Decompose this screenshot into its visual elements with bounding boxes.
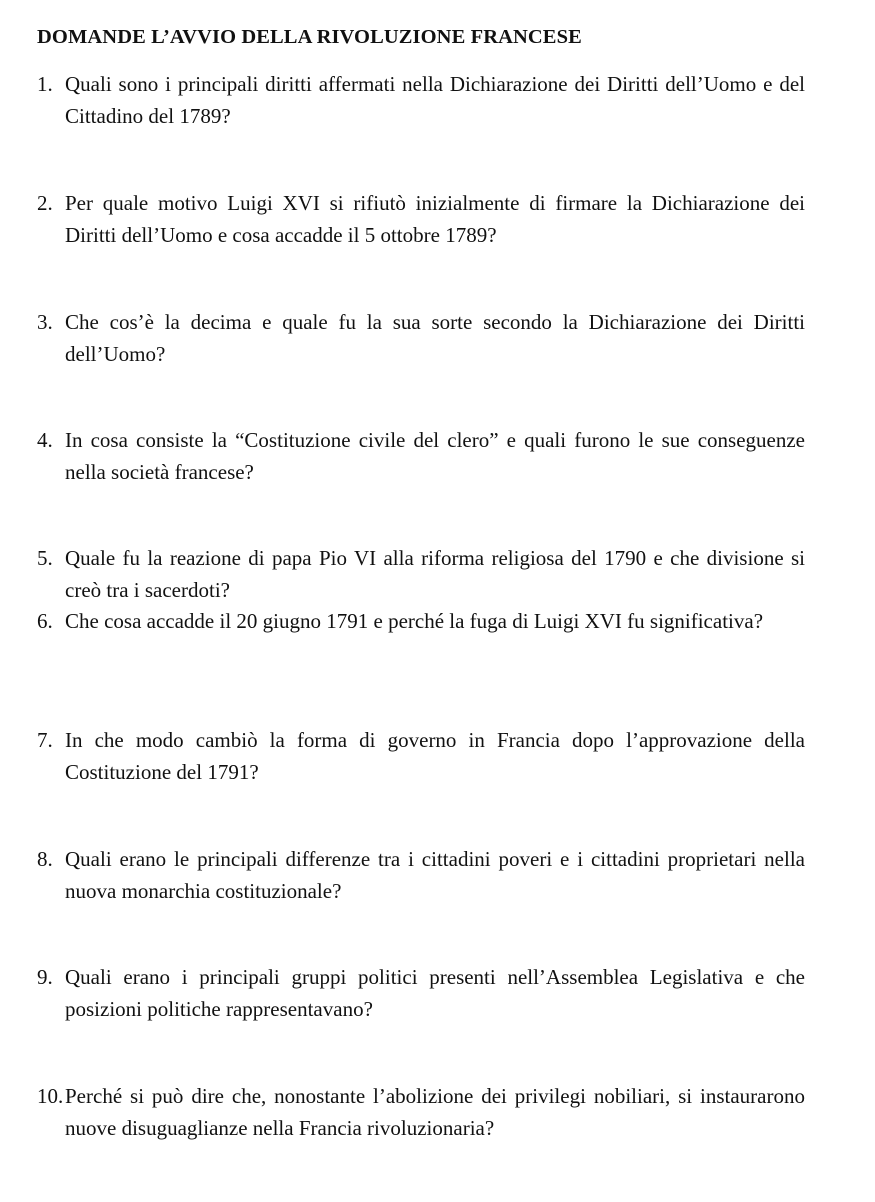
- document-title: DOMANDE L’AVVIO DELLA RIVOLUZIONE FRANCESE: [37, 26, 582, 48]
- question-item: [37, 843, 805, 907]
- question-item: [37, 187, 805, 251]
- question-item: [37, 724, 805, 788]
- question-item: [37, 605, 805, 637]
- question-number: 3.: [37, 310, 53, 334]
- question-text: Quali erano i principali gruppi politici presenti nell’Assemblea Legislativa e che posizioni politiche rappresentavano?: [65, 965, 805, 1021]
- question-item: [37, 424, 805, 488]
- question-number: 8.: [37, 847, 53, 871]
- question-text: Quali erano le principali differenze tra i cittadini poveri e i cittadini proprietari nella nuova monarchia costituzionale?: [65, 847, 805, 903]
- question-item: [37, 542, 805, 606]
- question-item: [37, 306, 805, 370]
- question-number: 6.: [37, 609, 53, 633]
- question-text: Perché si può dire che, nonostante l’abolizione dei privilegi nobiliari, si instaurarono nuove disuguaglianze nella Francia rivoluzionaria?: [65, 1084, 805, 1140]
- question-text: Per quale motivo Luigi XVI si rifiutò inizialmente di firmare la Dichiarazione dei Diritti dell’Uomo e cosa accadde il 5 ottobre 1789?: [65, 191, 805, 247]
- question-number: 9.: [37, 965, 53, 989]
- question-text: Quale fu la reazione di papa Pio VI alla riforma religiosa del 1790 e che divisione si creò tra i sacerdoti?: [65, 546, 805, 602]
- question-text: In cosa consiste la “Costituzione civile del clero” e quali furono le sue conseguenze nella società francese?: [65, 428, 805, 484]
- question-text: Che cos’è la decima e quale fu la sua sorte secondo la Dichiarazione dei Diritti dell’Uomo?: [65, 310, 805, 366]
- question-number: 2.: [37, 191, 53, 215]
- question-text: In che modo cambiò la forma di governo in Francia dopo l’approvazione della Costituzione del 1791?: [65, 728, 805, 784]
- question-item: [37, 68, 805, 132]
- question-number: 5.: [37, 546, 53, 570]
- question-item: [37, 961, 805, 1025]
- question-text: Quali sono i principali diritti affermati nella Dichiarazione dei Diritti dell’Uomo e del Cittadino del 1789?: [65, 72, 805, 128]
- question-number: 10.: [37, 1084, 64, 1108]
- question-number: 1.: [37, 72, 53, 96]
- question-number: 4.: [37, 428, 53, 452]
- question-number: 7.: [37, 728, 53, 752]
- question-item: [37, 1080, 805, 1144]
- question-text: Che cosa accadde il 20 giugno 1791 e perché la fuga di Luigi XVI fu significativa?: [65, 609, 764, 633]
